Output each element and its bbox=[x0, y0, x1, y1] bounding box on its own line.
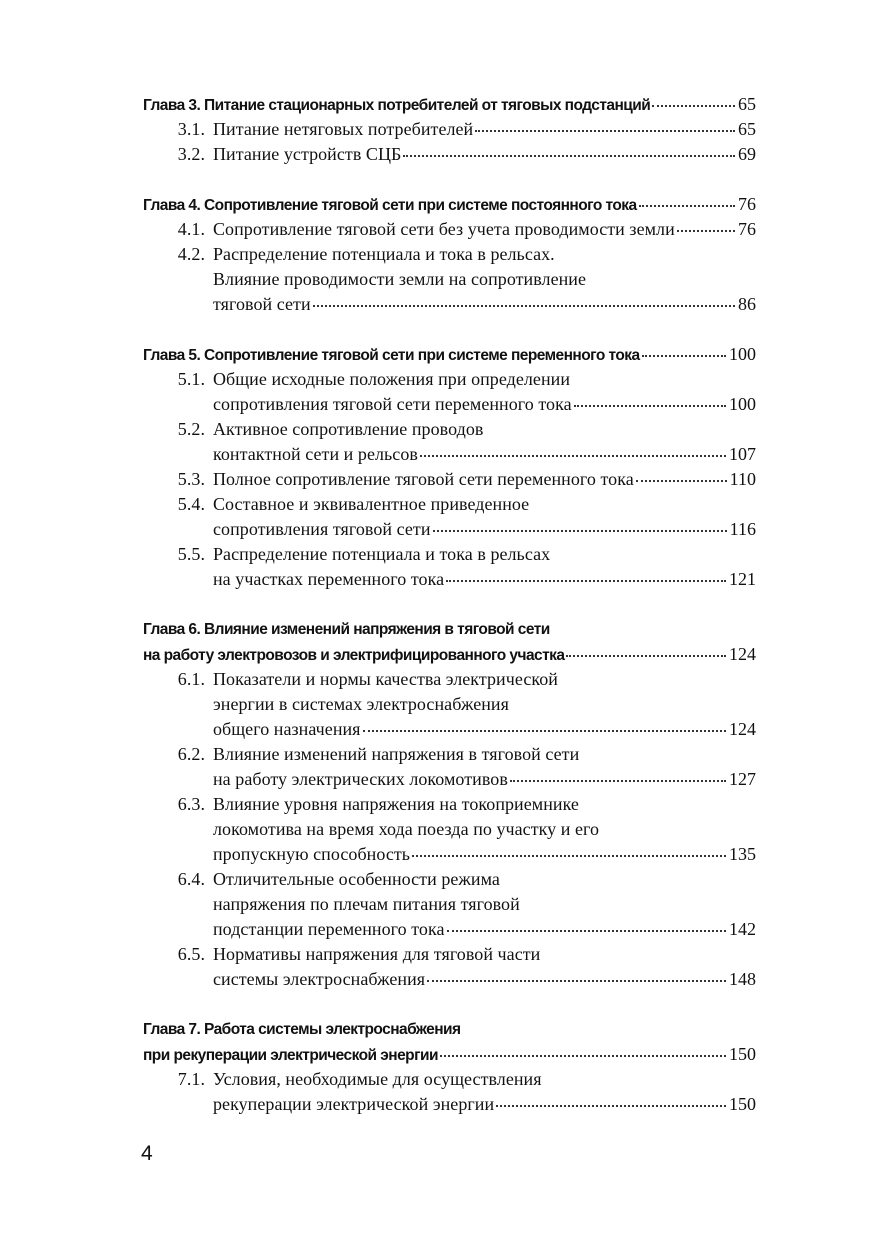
section-title: Влияние проводимости земли на сопротивление bbox=[213, 269, 587, 289]
page-ref: 124 bbox=[729, 644, 756, 664]
section-title: Условия, необходимые для осуществления bbox=[213, 1069, 542, 1089]
chapter-title: Глава 4. Сопротивление тяговой сети при системе постоянного тока bbox=[143, 197, 637, 214]
section-line bbox=[143, 392, 756, 417]
page-ref: 86 bbox=[738, 294, 756, 314]
chapter-heading-line bbox=[143, 192, 756, 217]
section-number: 6.2. bbox=[177, 744, 205, 764]
section-line bbox=[143, 442, 756, 467]
dot-leader bbox=[363, 728, 726, 732]
chapter-block bbox=[143, 92, 756, 167]
dot-leader bbox=[447, 928, 726, 932]
dot-leader bbox=[475, 128, 735, 132]
section-title: Влияние уровня напряжения на токоприемнике bbox=[213, 794, 579, 814]
page-ref: 124 bbox=[729, 719, 756, 739]
section-line bbox=[143, 417, 756, 442]
dot-leader bbox=[440, 1053, 726, 1057]
section-number: 5.5. bbox=[177, 544, 205, 564]
dot-leader bbox=[566, 653, 726, 657]
chapter-title: Глава 5. Сопротивление тяговой сети при системе переменного тока bbox=[143, 347, 640, 364]
page-ref: 110 bbox=[729, 469, 756, 489]
dot-leader bbox=[652, 103, 735, 107]
section-line bbox=[143, 967, 756, 992]
dot-leader bbox=[446, 578, 726, 582]
section-line bbox=[143, 792, 756, 817]
page-ref: 121 bbox=[729, 569, 756, 589]
chapter-title: Глава 3. Питание стационарных потребителей от тяговых подстанций bbox=[143, 97, 651, 114]
table-of-contents bbox=[143, 92, 756, 1142]
chapter-block bbox=[143, 342, 756, 592]
section-title: Активное сопротивление проводов bbox=[213, 419, 484, 439]
dot-leader bbox=[433, 528, 727, 532]
section-line bbox=[143, 542, 756, 567]
section-line bbox=[143, 742, 756, 767]
dot-leader bbox=[496, 1103, 726, 1107]
section-number: 5.1. bbox=[177, 369, 205, 389]
section-line bbox=[143, 817, 756, 842]
dot-leader bbox=[313, 303, 735, 307]
section-line bbox=[143, 692, 756, 717]
dot-leader bbox=[427, 978, 726, 982]
section-number: 3.2. bbox=[177, 144, 205, 164]
section-line bbox=[143, 242, 756, 267]
section-title: Распределение потенциала и тока в рельсах. bbox=[213, 244, 555, 264]
page-ref: 150 bbox=[729, 1044, 756, 1064]
section-line bbox=[143, 867, 756, 892]
dot-leader bbox=[403, 153, 735, 157]
section-title: Отличительные особенности режима bbox=[213, 869, 500, 889]
page-ref: 69 bbox=[738, 144, 756, 164]
section-line bbox=[143, 292, 756, 317]
chapter-title: при рекуперации электрической энергии bbox=[143, 1047, 438, 1064]
page-ref: 127 bbox=[729, 769, 756, 789]
section-number: 6.5. bbox=[177, 944, 205, 964]
section-line bbox=[143, 842, 756, 867]
page-ref: 150 bbox=[729, 1094, 756, 1114]
section-title: энергии в системах электроснабжения bbox=[213, 694, 509, 714]
section-title: пропускную способность bbox=[213, 844, 411, 864]
section-line bbox=[143, 517, 756, 542]
section-title: контактной сети и рельсов bbox=[213, 444, 418, 464]
chapter-heading-line bbox=[143, 342, 756, 367]
section-title: на работу электрических локомотивов bbox=[213, 769, 508, 789]
dot-leader bbox=[510, 778, 726, 782]
page-ref: 65 bbox=[738, 119, 756, 139]
dot-leader bbox=[642, 353, 726, 357]
section-title: рекуперации электрической энергии bbox=[213, 1094, 495, 1114]
section-title: тяговой сети bbox=[213, 294, 311, 314]
section-number: 5.3. bbox=[177, 469, 205, 489]
chapter-block bbox=[143, 1017, 756, 1117]
section-line bbox=[143, 942, 756, 967]
section-title: локомотива на время хода поезда по участку и его bbox=[213, 819, 600, 839]
section-number: 6.1. bbox=[177, 669, 205, 689]
page-ref: 135 bbox=[729, 844, 756, 864]
dot-leader bbox=[574, 403, 726, 407]
section-number: 4.1. bbox=[177, 219, 205, 239]
dot-leader bbox=[412, 853, 726, 857]
section-line bbox=[143, 917, 756, 942]
page-ref: 65 bbox=[738, 94, 756, 114]
section-number: 5.4. bbox=[177, 494, 205, 514]
section-title: Сопротивление тяговой сети без учета проводимости земли bbox=[213, 219, 675, 239]
chapter-block bbox=[143, 617, 756, 992]
section-title: Полное сопротивление тяговой сети переменного тока bbox=[213, 469, 634, 489]
section-line bbox=[143, 467, 756, 492]
chapter-title: Глава 6. Влияние изменений напряжения в тяговой сети bbox=[143, 621, 550, 638]
section-number: 3.1. bbox=[177, 119, 205, 139]
section-title: подстанции переменного тока bbox=[213, 919, 445, 939]
section-line bbox=[143, 892, 756, 917]
dot-leader bbox=[639, 203, 735, 207]
section-line bbox=[143, 1092, 756, 1117]
section-title: Питание нетяговых потребителей bbox=[213, 119, 474, 139]
chapter-block bbox=[143, 192, 756, 317]
section-title: на участках переменного тока bbox=[213, 569, 445, 589]
page-ref: 107 bbox=[729, 444, 756, 464]
section-title: Нормативы напряжения для тяговой части bbox=[213, 944, 541, 964]
dot-leader bbox=[677, 228, 735, 232]
section-title: Составное и эквивалентное приведенное bbox=[213, 494, 530, 514]
chapter-title: Глава 7. Работа системы электроснабжения bbox=[143, 1021, 461, 1038]
page-ref: 148 bbox=[729, 969, 756, 989]
page-ref: 100 bbox=[729, 394, 756, 414]
section-line bbox=[143, 1067, 756, 1092]
page-ref: 76 bbox=[738, 194, 756, 214]
section-line bbox=[143, 267, 756, 292]
section-number: 4.2. bbox=[177, 244, 205, 264]
section-line bbox=[143, 117, 756, 142]
page-ref: 76 bbox=[738, 219, 756, 239]
section-number: 7.1. bbox=[177, 1069, 205, 1089]
page-ref: 142 bbox=[729, 919, 756, 939]
chapter-heading-line bbox=[143, 92, 756, 117]
section-number: 6.3. bbox=[177, 794, 205, 814]
section-number: 6.4. bbox=[177, 869, 205, 889]
chapter-heading-line bbox=[143, 1017, 756, 1042]
section-title: Распределение потенциала и тока в рельсах bbox=[213, 544, 551, 564]
section-title: напряжения по плечам питания тяговой bbox=[213, 894, 520, 914]
section-line bbox=[143, 767, 756, 792]
page-ref: 100 bbox=[729, 344, 756, 364]
section-line bbox=[143, 667, 756, 692]
section-title: сопротивления тяговой сети переменного тока bbox=[213, 394, 572, 414]
page-number: 4 bbox=[141, 1142, 153, 1165]
section-title: Питание устройств СЦБ bbox=[213, 144, 402, 164]
chapter-title: на работу электровозов и электрифицированного участка bbox=[143, 647, 565, 664]
dot-leader bbox=[420, 453, 726, 457]
section-line bbox=[143, 367, 756, 392]
section-title: сопротивления тяговой сети bbox=[213, 519, 431, 539]
chapter-heading-line bbox=[143, 1042, 756, 1067]
dot-leader bbox=[636, 478, 727, 482]
section-line bbox=[143, 492, 756, 517]
chapter-heading-line bbox=[143, 642, 756, 667]
chapter-heading-line bbox=[143, 617, 756, 642]
section-title: системы электроснабжения bbox=[213, 969, 426, 989]
section-number: 5.2. bbox=[177, 419, 205, 439]
section-line bbox=[143, 217, 756, 242]
section-title: Общие исходные положения при определении bbox=[213, 369, 571, 389]
section-title: общего назначения bbox=[213, 719, 361, 739]
page-ref: 116 bbox=[729, 519, 756, 539]
section-title: Влияние изменений напряжения в тяговой сети bbox=[213, 744, 580, 764]
section-line bbox=[143, 717, 756, 742]
section-line bbox=[143, 567, 756, 592]
section-title: Показатели и нормы качества электрической bbox=[213, 669, 558, 689]
section-line bbox=[143, 142, 756, 167]
